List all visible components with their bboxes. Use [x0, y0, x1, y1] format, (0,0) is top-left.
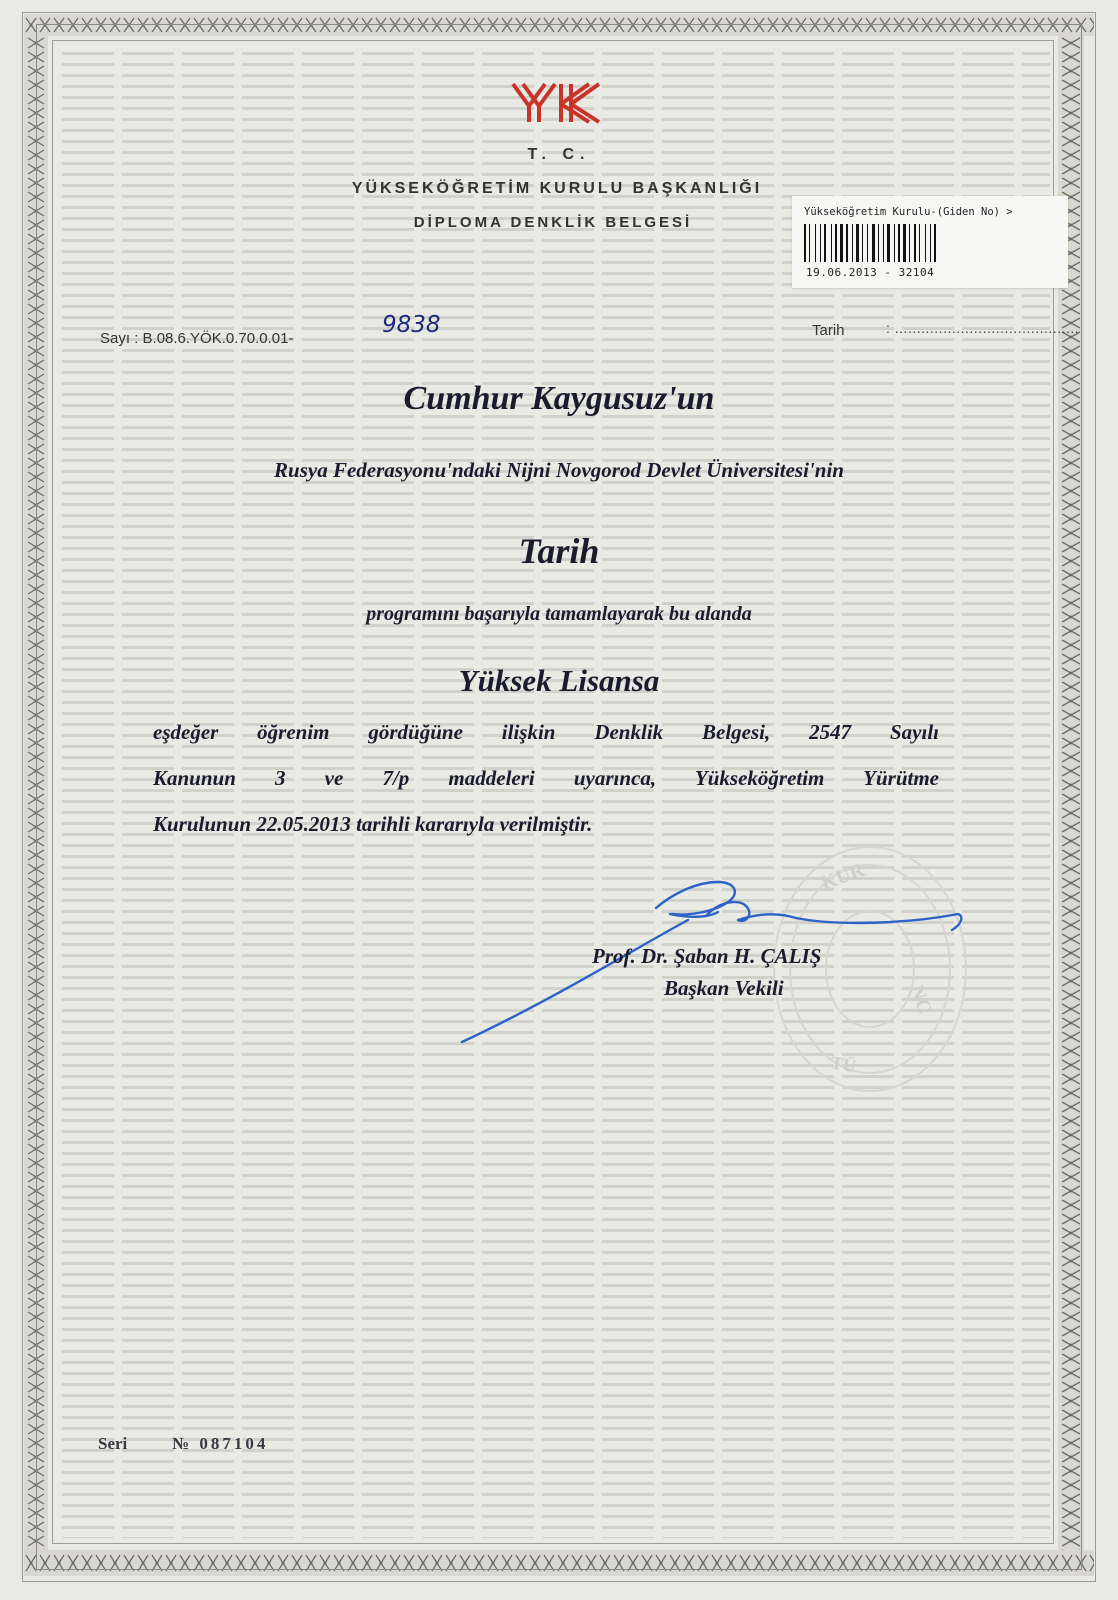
svg-text:KUR: KUR [818, 858, 868, 895]
signatory-name: Prof. Dr. Şaban H. ÇALIŞ [592, 944, 822, 968]
signatory-title: Başkan Vekili [664, 976, 784, 1000]
sticker-date-number: 19.06.2013 - 32104 [806, 266, 935, 279]
sayi-line [100, 330, 293, 347]
country-heading: T. C. [527, 146, 591, 163]
tarih-label: Tarih [812, 322, 845, 339]
serial-label: Seri [98, 1434, 128, 1453]
program-intro: programını başarıyla tamamlayarak bu alanda [366, 603, 752, 625]
sayi-handwritten-number: 9838 [382, 312, 441, 338]
holder-name: Cumhur Kaygusuz'un [403, 380, 715, 417]
svg-text:NC: NC [905, 982, 936, 1017]
sayi-label: Sayı [100, 330, 131, 347]
yok-logo-icon [509, 80, 605, 124]
tarih-value: : .......................................... [886, 320, 1080, 336]
body-line-1: eşdeğer öğrenim gördüğüne ilişkin Denklik Belgesi, 2547 Sayılı [153, 720, 939, 744]
body-line-3: Kurulunun 22.05.2013 tarihli kararıyla verilmiştir. [153, 812, 593, 836]
svg-text:TÜ: TÜ [829, 1052, 858, 1077]
serial-number: № 087104 [172, 1434, 269, 1453]
barcode-icon [804, 224, 972, 262]
sayi-value: : B.08.6.YÖK.0.70.0.01- [134, 330, 294, 347]
sticker-title: Yükseköğretim Kurulu-(Giden No) > [804, 206, 1013, 218]
program-name: Tarih [518, 531, 600, 571]
institution-heading: YÜKSEKÖĞRETİM KURULU BAŞKANLIĞI [351, 180, 763, 197]
degree-name: Yüksek Lisansa [458, 663, 660, 698]
body-line-2: Kanunun 3 ve 7/p maddeleri uyarınca, Yükseköğretim Yürütme [153, 766, 939, 790]
document-title: DİPLOMA DENKLİK BELGESİ [413, 214, 693, 231]
university-name: Rusya Federasyonu'ndaki Nijni Novgorod Devlet Üniversitesi'nin [274, 458, 844, 482]
outgoing-number-sticker [792, 196, 1068, 288]
